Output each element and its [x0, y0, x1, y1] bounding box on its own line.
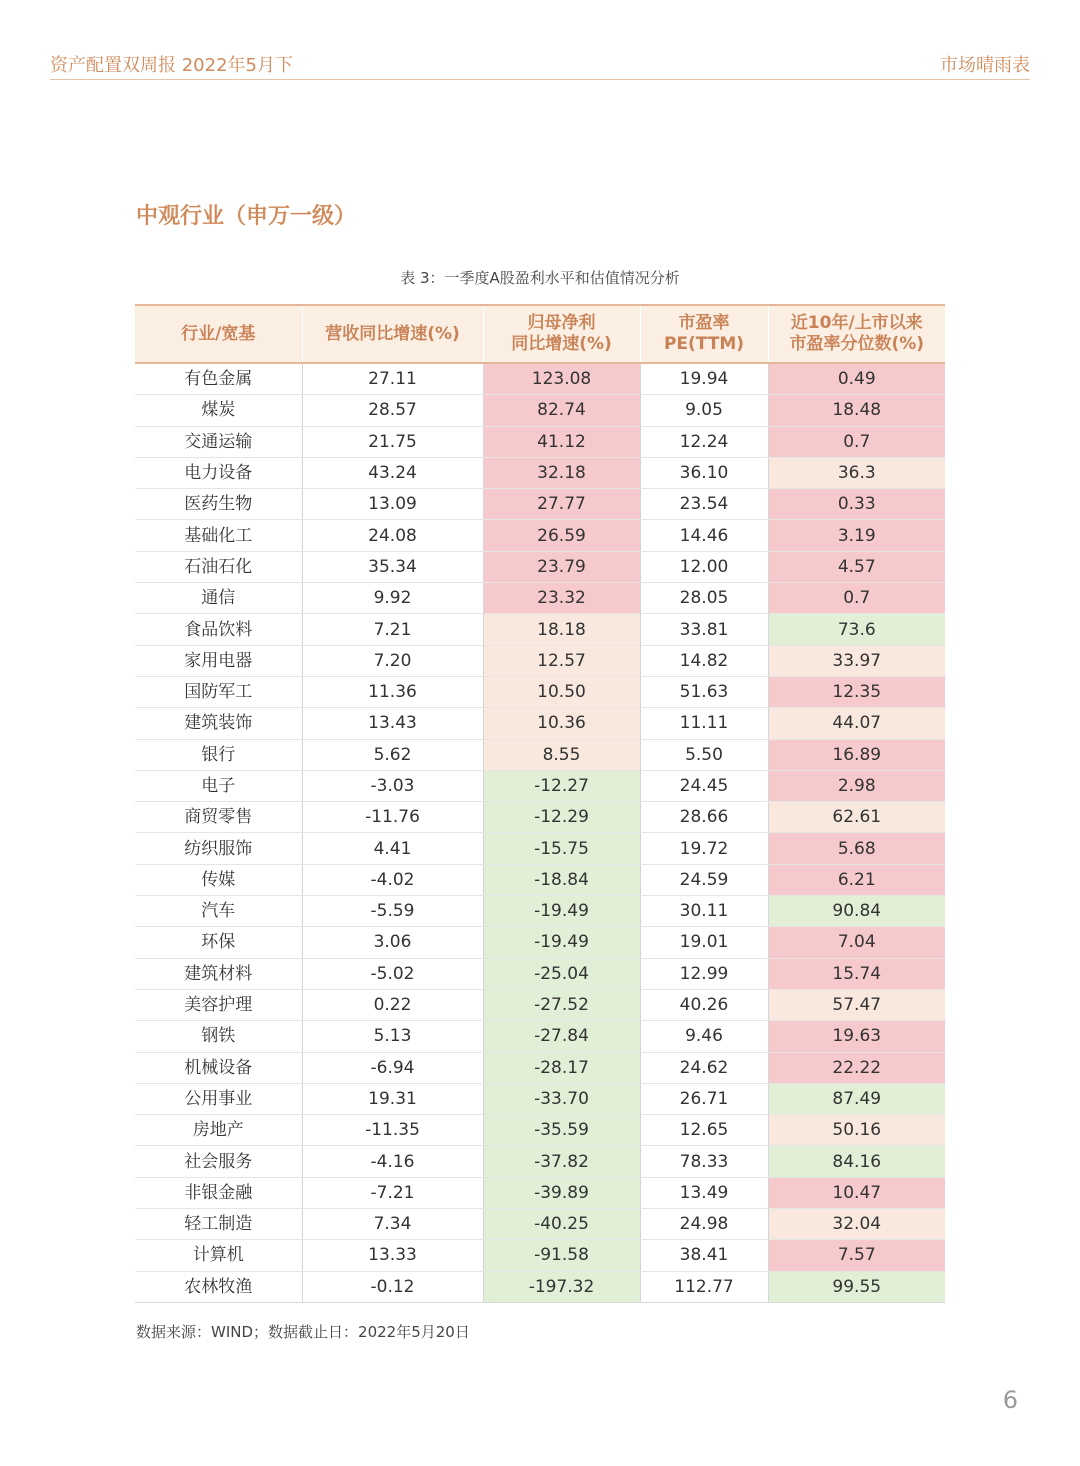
cell-net-profit-growth: -25.04 [483, 958, 640, 989]
cell-net-profit-growth: -12.29 [483, 802, 640, 833]
header-line: 同比增速(%) [511, 334, 612, 354]
cell-pe-percentile: 5.68 [768, 833, 945, 864]
cell-revenue-growth: -7.21 [302, 1177, 483, 1208]
cell-revenue-growth: 13.33 [302, 1240, 483, 1271]
table-row [135, 739, 945, 770]
cell-industry: 电力设备 [135, 457, 302, 488]
cell-pe-ttm: 26.71 [640, 1083, 768, 1114]
cell-pe-ttm: 24.98 [640, 1209, 768, 1240]
cell-industry: 电子 [135, 770, 302, 801]
cell-industry: 环保 [135, 927, 302, 958]
cell-industry: 交通运输 [135, 426, 302, 457]
table-row [135, 1209, 945, 1240]
header-line: 市盈率 [678, 313, 730, 333]
cell-industry: 石油石化 [135, 551, 302, 582]
cell-revenue-growth: 21.75 [302, 426, 483, 457]
header-industry [135, 305, 302, 363]
cell-pe-percentile: 0.7 [768, 583, 945, 614]
cell-net-profit-growth: -91.58 [483, 1240, 640, 1271]
cell-revenue-growth: 3.06 [302, 927, 483, 958]
cell-pe-percentile: 7.04 [768, 927, 945, 958]
cell-industry: 建筑装饰 [135, 708, 302, 739]
table-body [135, 363, 945, 1302]
table-row [135, 770, 945, 801]
cell-industry: 医药生物 [135, 489, 302, 520]
cell-revenue-growth: 28.57 [302, 395, 483, 426]
cell-revenue-growth: 7.34 [302, 1209, 483, 1240]
table-row [135, 645, 945, 676]
cell-pe-percentile: 22.22 [768, 1052, 945, 1083]
cell-net-profit-growth: -18.84 [483, 864, 640, 895]
cell-pe-ttm: 23.54 [640, 489, 768, 520]
table-row [135, 1240, 945, 1271]
header-line: PE(TTM) [663, 334, 745, 354]
cell-net-profit-growth: -40.25 [483, 1209, 640, 1240]
cell-revenue-growth: 0.22 [302, 989, 483, 1020]
header-pe-percentile [768, 305, 945, 363]
cell-revenue-growth: -0.12 [302, 1271, 483, 1302]
page-number: 6 [1002, 1386, 1018, 1414]
cell-net-profit-growth: 23.79 [483, 551, 640, 582]
cell-pe-percentile: 57.47 [768, 989, 945, 1020]
cell-net-profit-growth: 8.55 [483, 739, 640, 770]
cell-revenue-growth: 19.31 [302, 1083, 483, 1114]
cell-industry: 社会服务 [135, 1146, 302, 1177]
cell-pe-ttm: 36.10 [640, 457, 768, 488]
cell-pe-ttm: 78.33 [640, 1146, 768, 1177]
cell-revenue-growth: 24.08 [302, 520, 483, 551]
cell-pe-percentile: 6.21 [768, 864, 945, 895]
table-row [135, 864, 945, 895]
cell-net-profit-growth: 10.36 [483, 708, 640, 739]
cell-industry: 房地产 [135, 1115, 302, 1146]
cell-pe-percentile: 50.16 [768, 1115, 945, 1146]
cell-pe-ttm: 38.41 [640, 1240, 768, 1271]
cell-pe-ttm: 24.59 [640, 864, 768, 895]
cell-pe-percentile: 12.35 [768, 676, 945, 707]
cell-industry: 计算机 [135, 1240, 302, 1271]
header-line: 市盈率分位数(%) [789, 334, 925, 354]
cell-net-profit-growth: 10.50 [483, 676, 640, 707]
cell-pe-percentile: 7.57 [768, 1240, 945, 1271]
table-row [135, 1177, 945, 1208]
header-divider [50, 79, 1030, 80]
table-caption: 表 3：一季度A股盈利水平和估值情况分析 [400, 269, 680, 287]
cell-revenue-growth: -11.76 [302, 802, 483, 833]
data-source-note: 数据来源：WIND；数据截止日：2022年5月20日 [136, 1323, 470, 1341]
cell-industry: 农林牧渔 [135, 1271, 302, 1302]
table-row [135, 489, 945, 520]
cell-net-profit-growth: 23.32 [483, 583, 640, 614]
cell-industry: 国防军工 [135, 676, 302, 707]
cell-pe-ttm: 12.00 [640, 551, 768, 582]
table-row [135, 551, 945, 582]
cell-pe-percentile: 3.19 [768, 520, 945, 551]
cell-pe-ttm: 9.05 [640, 395, 768, 426]
industry-table [135, 304, 945, 1303]
cell-pe-ttm: 33.81 [640, 614, 768, 645]
cell-pe-percentile: 44.07 [768, 708, 945, 739]
cell-industry: 传媒 [135, 864, 302, 895]
cell-pe-percentile: 19.63 [768, 1021, 945, 1052]
cell-pe-percentile: 32.04 [768, 1209, 945, 1240]
section-label: 市场晴雨表 [940, 55, 1030, 76]
cell-pe-ttm: 19.94 [640, 363, 768, 395]
cell-pe-ttm: 24.45 [640, 770, 768, 801]
cell-net-profit-growth: 41.12 [483, 426, 640, 457]
cell-pe-percentile: 0.33 [768, 489, 945, 520]
cell-revenue-growth: 5.62 [302, 739, 483, 770]
table-row [135, 1271, 945, 1302]
table-row [135, 520, 945, 551]
cell-industry: 基础化工 [135, 520, 302, 551]
cell-pe-ttm: 28.66 [640, 802, 768, 833]
cell-industry: 建筑材料 [135, 958, 302, 989]
cell-pe-ttm: 28.05 [640, 583, 768, 614]
cell-revenue-growth: 11.36 [302, 676, 483, 707]
cell-revenue-growth: 13.09 [302, 489, 483, 520]
cell-net-profit-growth: 18.18 [483, 614, 640, 645]
cell-pe-ttm: 14.46 [640, 520, 768, 551]
cell-pe-ttm: 13.49 [640, 1177, 768, 1208]
header-line: 行业/宽基 [181, 323, 256, 344]
cell-pe-ttm: 12.65 [640, 1115, 768, 1146]
table-row [135, 989, 945, 1020]
table-row [135, 426, 945, 457]
cell-pe-ttm: 112.77 [640, 1271, 768, 1302]
cell-pe-ttm: 9.46 [640, 1021, 768, 1052]
cell-net-profit-growth: -37.82 [483, 1146, 640, 1177]
cell-revenue-growth: -4.02 [302, 864, 483, 895]
cell-industry: 食品饮料 [135, 614, 302, 645]
cell-net-profit-growth: -197.32 [483, 1271, 640, 1302]
table-row [135, 395, 945, 426]
cell-pe-percentile: 90.84 [768, 896, 945, 927]
cell-industry: 有色金属 [135, 363, 302, 395]
cell-pe-percentile: 2.98 [768, 770, 945, 801]
table-row [135, 927, 945, 958]
table-row [135, 1115, 945, 1146]
cell-pe-percentile: 0.7 [768, 426, 945, 457]
header-pe-ttm [640, 305, 768, 363]
cell-industry: 汽车 [135, 896, 302, 927]
cell-net-profit-growth: -33.70 [483, 1083, 640, 1114]
cell-revenue-growth: -5.02 [302, 958, 483, 989]
cell-revenue-growth: 7.21 [302, 614, 483, 645]
cell-revenue-growth: 35.34 [302, 551, 483, 582]
cell-revenue-growth: 4.41 [302, 833, 483, 864]
cell-revenue-growth: 7.20 [302, 645, 483, 676]
table-header-row [135, 305, 945, 363]
cell-net-profit-growth: 27.77 [483, 489, 640, 520]
table-row [135, 1146, 945, 1177]
cell-revenue-growth: 43.24 [302, 457, 483, 488]
cell-pe-ttm: 24.62 [640, 1052, 768, 1083]
table-row [135, 708, 945, 739]
cell-pe-percentile: 33.97 [768, 645, 945, 676]
cell-pe-percentile: 84.16 [768, 1146, 945, 1177]
cell-pe-ttm: 30.11 [640, 896, 768, 927]
table-row [135, 833, 945, 864]
cell-pe-ttm: 11.11 [640, 708, 768, 739]
table-row [135, 802, 945, 833]
cell-pe-percentile: 10.47 [768, 1177, 945, 1208]
table-row [135, 896, 945, 927]
cell-net-profit-growth: -39.89 [483, 1177, 640, 1208]
table-row [135, 457, 945, 488]
cell-net-profit-growth: 26.59 [483, 520, 640, 551]
table-row [135, 1052, 945, 1083]
cell-pe-percentile: 18.48 [768, 395, 945, 426]
header-net-profit-growth [483, 305, 640, 363]
cell-revenue-growth: -4.16 [302, 1146, 483, 1177]
cell-pe-percentile: 0.49 [768, 363, 945, 395]
cell-revenue-growth: 5.13 [302, 1021, 483, 1052]
header-line: 近10年/上市以来 [790, 313, 923, 333]
cell-revenue-growth: -11.35 [302, 1115, 483, 1146]
cell-industry: 通信 [135, 583, 302, 614]
table-row [135, 363, 945, 395]
cell-industry: 公用事业 [135, 1083, 302, 1114]
table-row [135, 958, 945, 989]
table-row [135, 676, 945, 707]
cell-pe-percentile: 16.89 [768, 739, 945, 770]
cell-pe-ttm: 5.50 [640, 739, 768, 770]
cell-pe-percentile: 87.49 [768, 1083, 945, 1114]
cell-pe-percentile: 73.6 [768, 614, 945, 645]
cell-net-profit-growth: -35.59 [483, 1115, 640, 1146]
table-row [135, 1021, 945, 1052]
cell-industry: 非银金融 [135, 1177, 302, 1208]
cell-pe-ttm: 51.63 [640, 676, 768, 707]
cell-net-profit-growth: 123.08 [483, 363, 640, 395]
cell-industry: 纺织服饰 [135, 833, 302, 864]
report-title: 资产配置双周报 2022年5月下 [50, 55, 293, 76]
cell-revenue-growth: 13.43 [302, 708, 483, 739]
cell-industry: 美容护理 [135, 989, 302, 1020]
cell-revenue-growth: 27.11 [302, 363, 483, 395]
cell-revenue-growth: -6.94 [302, 1052, 483, 1083]
cell-pe-ttm: 40.26 [640, 989, 768, 1020]
cell-net-profit-growth: 32.18 [483, 457, 640, 488]
section-title: 中观行业（申万一级） [136, 204, 357, 229]
cell-pe-ttm: 12.99 [640, 958, 768, 989]
header-line: 营收同比增速(%) [325, 323, 460, 344]
table-row [135, 1083, 945, 1114]
header-line: 归母净利 [527, 313, 596, 333]
cell-revenue-growth: -3.03 [302, 770, 483, 801]
cell-net-profit-growth: -15.75 [483, 833, 640, 864]
cell-industry: 煤炭 [135, 395, 302, 426]
cell-pe-percentile: 62.61 [768, 802, 945, 833]
cell-pe-ttm: 19.72 [640, 833, 768, 864]
cell-revenue-growth: 9.92 [302, 583, 483, 614]
cell-pe-percentile: 36.3 [768, 457, 945, 488]
cell-net-profit-growth: -27.84 [483, 1021, 640, 1052]
cell-pe-ttm: 19.01 [640, 927, 768, 958]
cell-revenue-growth: -5.59 [302, 896, 483, 927]
cell-net-profit-growth: -28.17 [483, 1052, 640, 1083]
table-row [135, 583, 945, 614]
cell-net-profit-growth: 82.74 [483, 395, 640, 426]
header-revenue-growth [302, 305, 483, 363]
cell-pe-percentile: 99.55 [768, 1271, 945, 1302]
cell-pe-percentile: 4.57 [768, 551, 945, 582]
cell-net-profit-growth: -19.49 [483, 927, 640, 958]
cell-industry: 商贸零售 [135, 802, 302, 833]
cell-net-profit-growth: -12.27 [483, 770, 640, 801]
cell-net-profit-growth: -19.49 [483, 896, 640, 927]
cell-net-profit-growth: 12.57 [483, 645, 640, 676]
cell-pe-percentile: 15.74 [768, 958, 945, 989]
cell-industry: 家用电器 [135, 645, 302, 676]
cell-pe-ttm: 14.82 [640, 645, 768, 676]
cell-pe-ttm: 12.24 [640, 426, 768, 457]
table-row [135, 614, 945, 645]
cell-industry: 银行 [135, 739, 302, 770]
cell-industry: 钢铁 [135, 1021, 302, 1052]
cell-industry: 机械设备 [135, 1052, 302, 1083]
cell-net-profit-growth: -27.52 [483, 989, 640, 1020]
cell-industry: 轻工制造 [135, 1209, 302, 1240]
